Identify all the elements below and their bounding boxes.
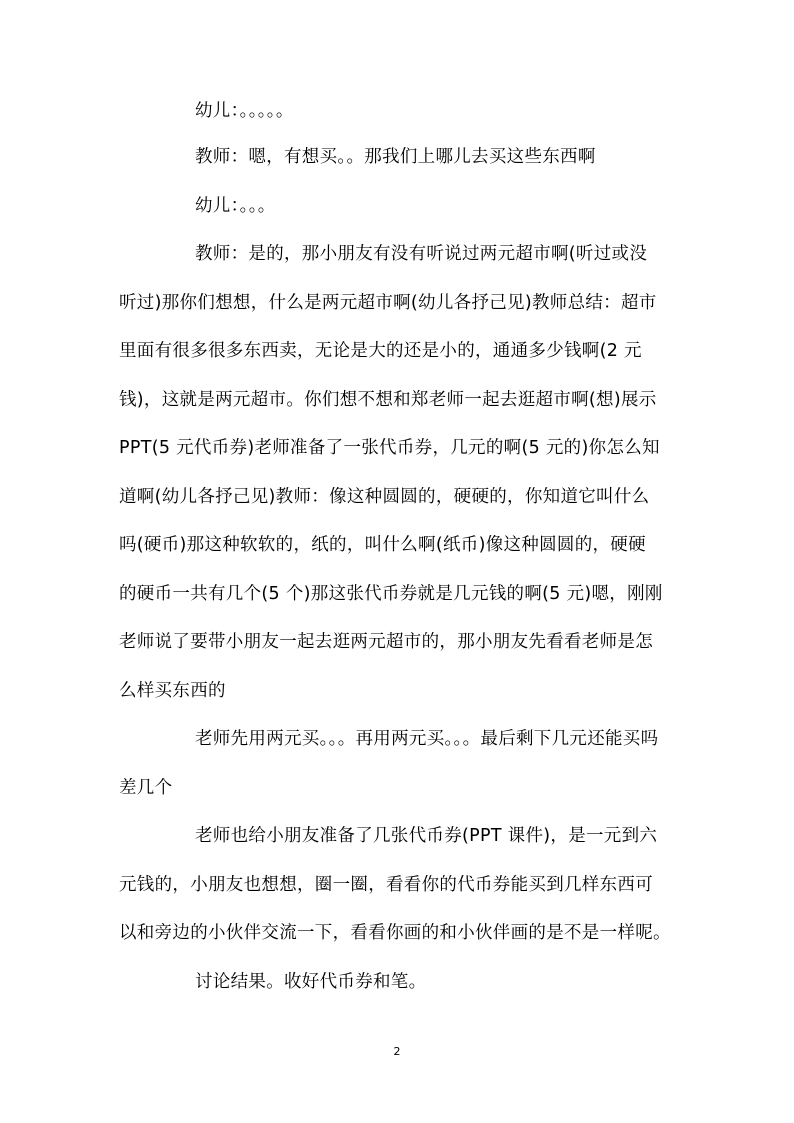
paragraph-line: 听过)那你们想想，什么是两元超市啊(幼儿各抒己见)教师总结：超市 [119, 293, 657, 313]
dialogue-line-teacher-1: 教师：嗯，有想买。。那我们上哪儿去买这些东西啊 [195, 147, 596, 167]
paragraph-line: 老师说了要带小朋友一起去逛两元超市的，那小朋友先看看老师是怎 [119, 632, 653, 652]
paragraph-line: 讨论结果。收好代币券和笔。 [195, 972, 427, 992]
paragraph-line: 么样买东西的 [119, 681, 226, 701]
paragraph-line: 道啊(幼儿各抒己见)教师：像这种圆圆的，硬硬的，你知道它叫什么 [119, 487, 650, 507]
paragraph-line: PPT(5 元代币券)老师准备了一张代币券，几元的啊(5 元的)你怎么知 [119, 438, 660, 458]
paragraph-line: 的硬币一共有几个(5 个)那这张代币券就是几元钱的啊(5 元)嗯，刚刚 [119, 584, 663, 604]
dialogue-line-child-2: 幼儿：。。。 [195, 196, 276, 216]
paragraph-line: 里面有很多很多东西卖，无论是大的还是小的，通通多少钱啊(2 元 [119, 341, 642, 361]
dialogue-line-child-1: 幼儿：。。。。。 [195, 101, 294, 121]
paragraph-line: 老师先用两元买。。。再用两元买。。。最后剩下几元还能买吗 [195, 729, 659, 749]
paragraph-line: 元钱的，小朋友也想想，圈一圈，看看你的代币券能买到几样东西可 [119, 875, 653, 895]
paragraph-line: 钱)，这就是两元超市。你们想不想和郑老师一起去逛超市啊(想)展示 [119, 390, 657, 410]
paragraph-line: 差几个 [119, 778, 173, 798]
paragraph-line: 以和旁边的小伙伴交流一下，看看你画的和小伙伴画的是不是一样呢。 [119, 923, 671, 943]
paragraph-line: 老师也给小朋友准备了几张代币券(PPT 课件)，是一元到六 [195, 826, 658, 846]
paragraph-line: 教师：是的，那小朋友有没有听说过两元超市啊(听过或没 [195, 244, 648, 264]
page-number: 2 [393, 1045, 401, 1058]
paragraph-line: 吗(硬币)那这种软软的，纸的，叫什么啊(纸币)像这种圆圆的，硬硬 [119, 535, 646, 555]
